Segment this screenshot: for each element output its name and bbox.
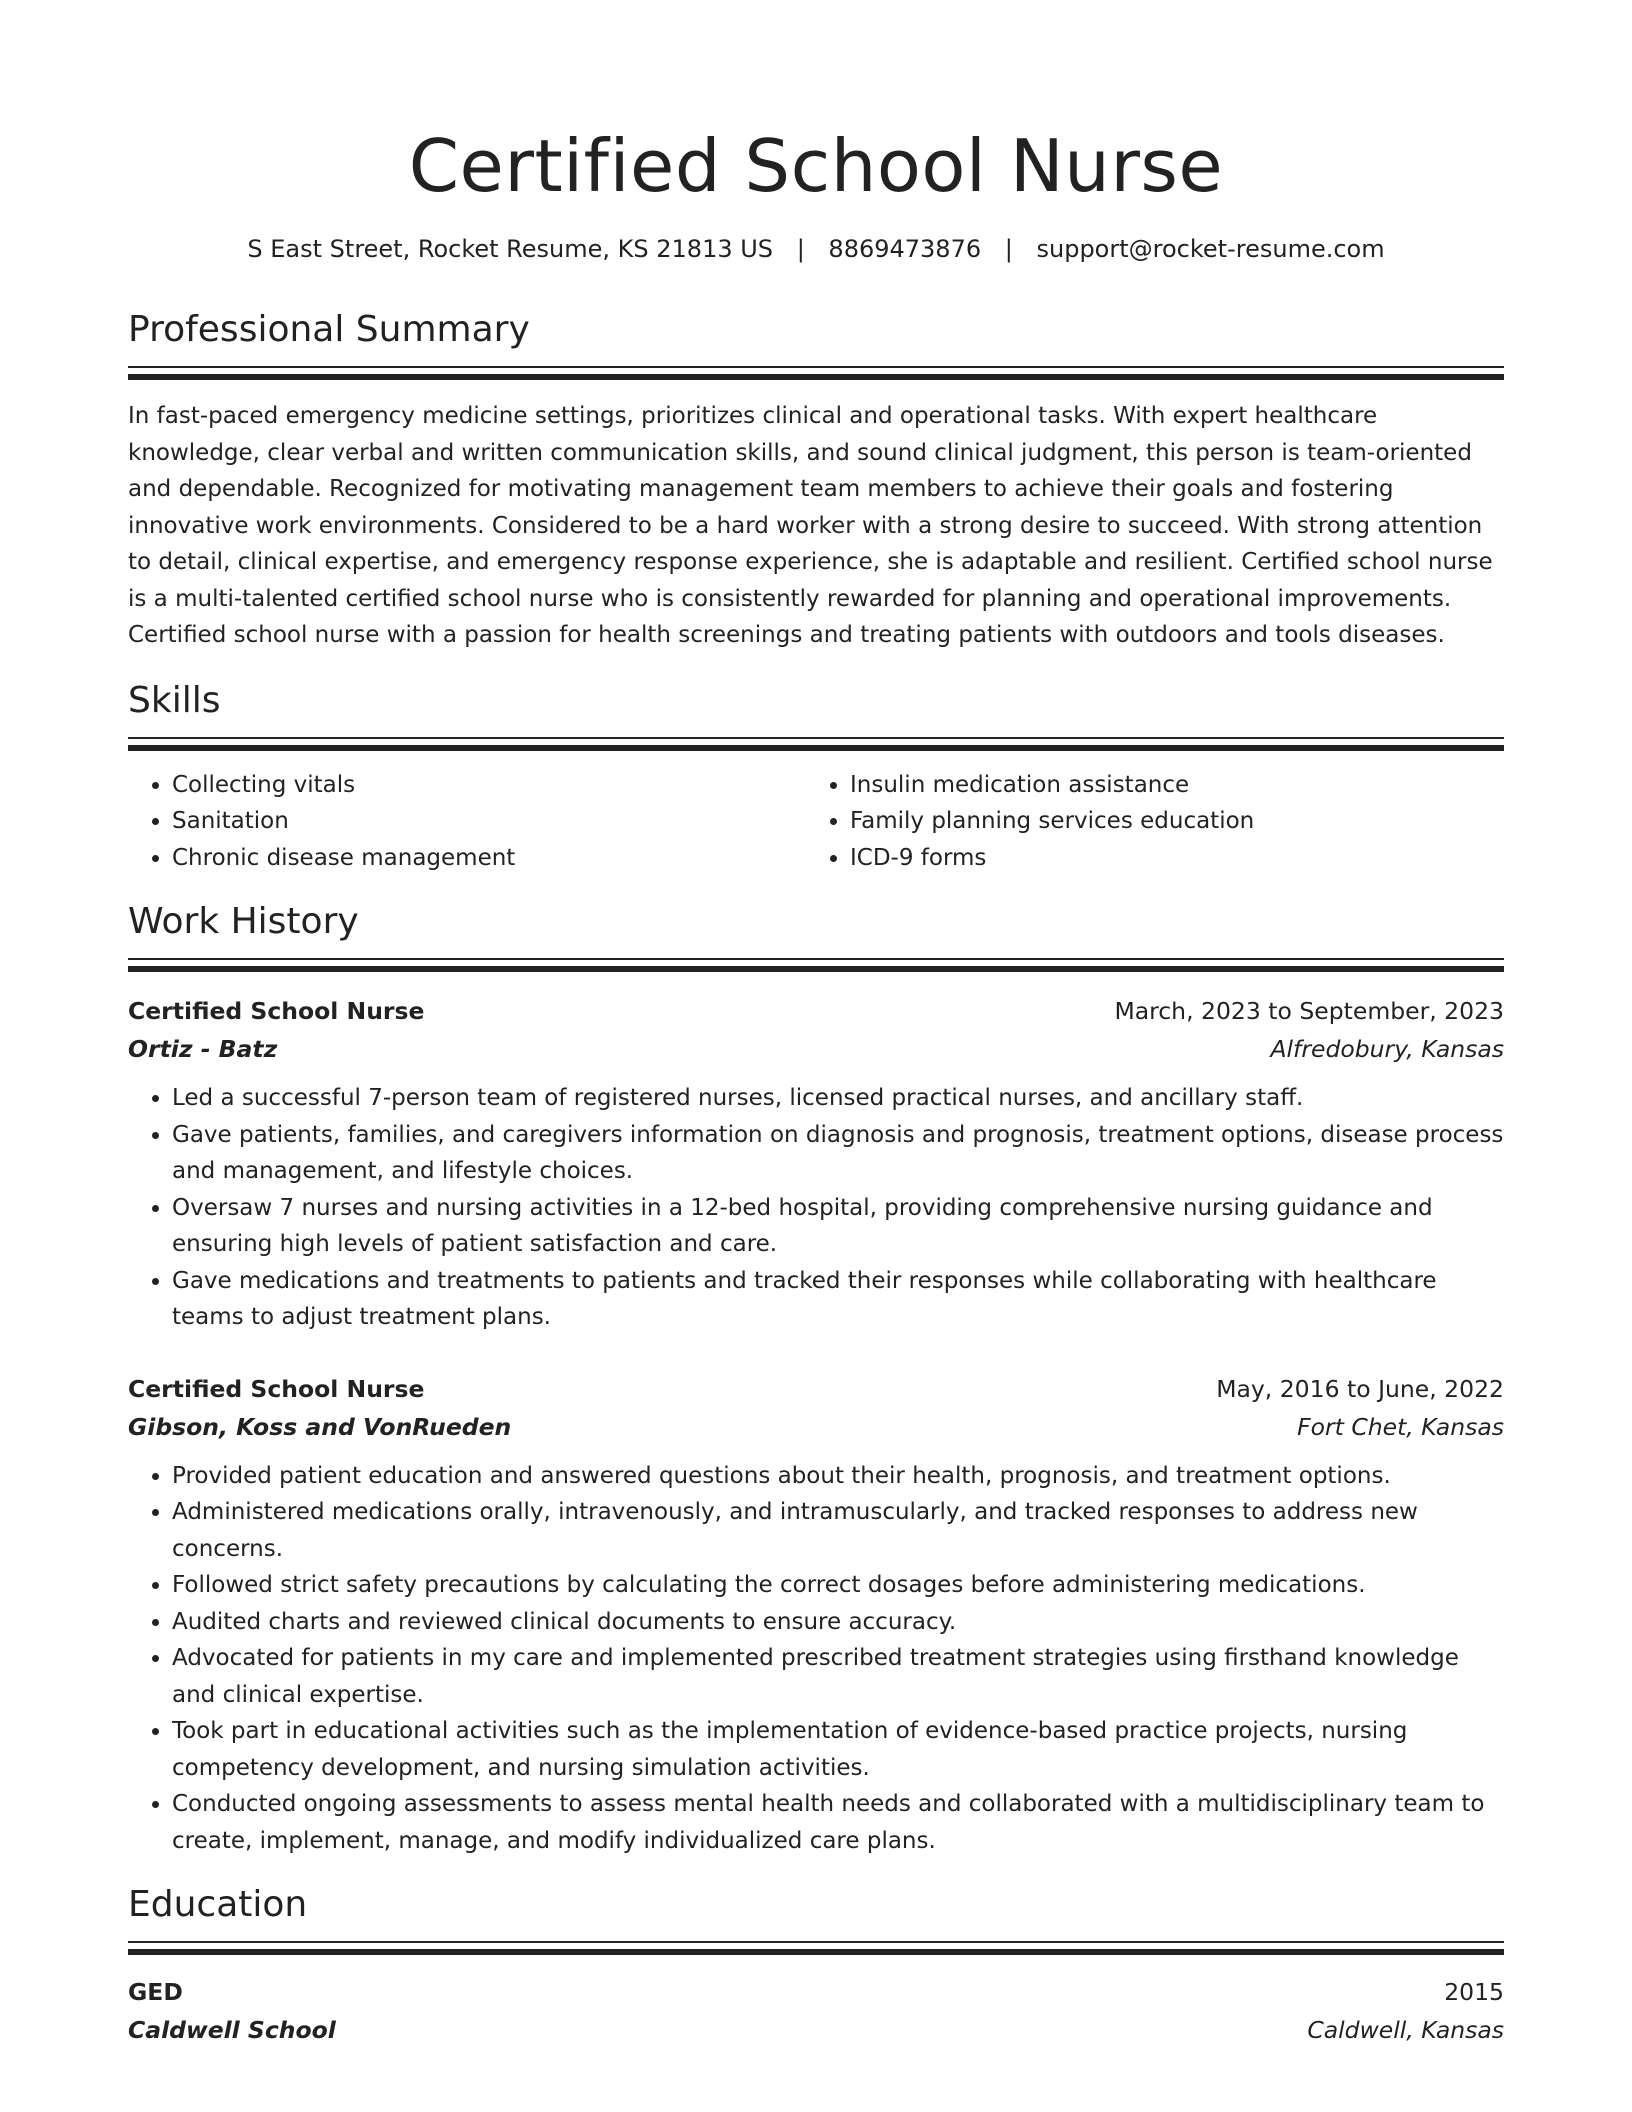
job-company: Ortiz - Batz [128, 1035, 278, 1063]
job-bullets [128, 1080, 1504, 1336]
job-dates: May, 2016 to June, 2022 [1216, 1374, 1504, 1403]
skill-item: • ICD-9 forms [850, 840, 1484, 877]
contact-phone: 8869473876 [828, 235, 982, 263]
job-bullet: • Administered medications orally, intravenously, and intramuscularly, and tracked responses to address new concerns. [172, 1494, 1504, 1567]
job-entry [128, 992, 1504, 1336]
job-bullet: • Advocated for patients in my care and implemented prescribed treatment strategies using firsthand knowledge and clinical expertise. [172, 1640, 1504, 1713]
job-bullet: • Provided patient education and answered questions about their health, prognosis, and treatment options. [172, 1458, 1504, 1495]
section-heading-work: Work History [128, 901, 359, 942]
section-divider [128, 737, 1504, 739]
job-bullet: • Audited charts and reviewed clinical documents to ensure accuracy. [172, 1604, 1504, 1641]
job-company-row [128, 1030, 1504, 1068]
section-divider [128, 1941, 1504, 1943]
job-header-row [128, 1370, 1504, 1408]
job-dates: March, 2023 to September, 2023 [1114, 997, 1504, 1025]
skill-item: • Sanitation [172, 803, 806, 840]
job-header-row [128, 992, 1504, 1030]
contact-line [128, 232, 1504, 266]
summary-text: In fast-paced emergency medicine settings, prioritizes clinical and operational tasks. With expert healthcare knowledge, clear verbal and written communication skills, and sound clinical judgment, this person is team-oriented and dependable. Recognized for motivating management team members to achieve their goals and fostering innovative work environments. Considered to be a hard worker with a strong desire to succeed. With strong attention to detail, clinical expertise, and emergency response experience, she is adaptable and resilient. Certified school nurse is a multi-talented certified school nurse who is consistently rewarded for planning and operational improvements. Certified school nurse with a passion for health screenings and treating patients with outdoors and tools diseases. [128, 403, 1493, 648]
job-title: Certified School Nurse [128, 1374, 425, 1403]
education-entry [128, 1973, 1504, 2049]
contact-email: support@rocket-resume.com [1036, 235, 1385, 263]
skills-section [128, 677, 1504, 877]
job-bullet: • Conducted ongoing assessments to assess mental health needs and collaborated with a multidisciplinary team to create, implement, manage, and modify individualized care plans. [172, 1786, 1504, 1859]
skills-grid [128, 767, 1504, 877]
education-section [128, 1881, 1504, 2049]
skill-item: • Collecting vitals [172, 767, 806, 804]
job-bullet: • Led a successful 7-person team of registered nurses, licensed practical nurses, and ancillary staff. [172, 1080, 1504, 1117]
job-entry [128, 1370, 1504, 1860]
job-location: Alfredobury, Kansas [1270, 1035, 1504, 1063]
section-divider [128, 374, 1504, 380]
skills-list-right [806, 767, 1484, 877]
job-location: Fort Chet, Kansas [1297, 1412, 1504, 1441]
section-divider [128, 745, 1504, 751]
job-bullets [128, 1458, 1504, 1860]
job-bullet: • Oversaw 7 nurses and nursing activities in a 12-bed hospital, providing comprehensive nursing guidance and ensuring high levels of patient satisfaction and care. [172, 1190, 1504, 1263]
skill-item: • Family planning services education [850, 803, 1484, 840]
skills-list-left [128, 767, 806, 877]
section-heading-skills: Skills [128, 679, 221, 721]
section-divider [128, 1949, 1504, 1955]
education-school: Caldwell School [128, 2016, 336, 2044]
contact-separator: | [1004, 235, 1013, 263]
job-bullet: • Followed strict safety precautions by calculating the correct dosages before administering medications. [172, 1567, 1504, 1604]
contact-address: S East Street, Rocket Resume, KS 21813 US [247, 235, 774, 263]
section-divider [128, 366, 1504, 368]
skill-item: • Insulin medication assistance [850, 767, 1484, 804]
section-heading-summary: Professional Summary [128, 309, 530, 350]
job-bullet: • Took part in educational activities such as the implementation of evidence-based practice projects, nursing competency development, and nursing simulation activities. [172, 1713, 1504, 1786]
education-year: 2015 [1444, 1978, 1504, 2006]
section-divider [128, 958, 1504, 960]
skill-item: • Chronic disease management [172, 840, 806, 877]
education-degree: GED [128, 1978, 183, 2006]
resume-name: Certified School Nurse [408, 124, 1224, 208]
contact-separator: | [796, 235, 805, 263]
job-bullet: • Gave medications and treatments to patients and tracked their responses while collaborating with healthcare teams to adjust treatment plans. [172, 1263, 1504, 1336]
education-header-row [128, 1973, 1504, 2011]
job-bullet: • Gave patients, families, and caregivers information on diagnosis and prognosis, treatment options, disease process and management, and lifestyle choices. [172, 1117, 1504, 1190]
job-company: Gibson, Koss and VonRueden [128, 1412, 512, 1441]
job-company-row [128, 1408, 1504, 1446]
education-location: Caldwell, Kansas [1307, 2016, 1504, 2044]
summary-section [128, 306, 1504, 654]
work-history-section [128, 898, 1504, 1859]
job-title: Certified School Nurse [128, 997, 425, 1025]
resume-page [128, 118, 1504, 2049]
education-school-row [128, 2011, 1504, 2049]
section-heading-education: Education [128, 1884, 308, 1925]
section-divider [128, 966, 1504, 972]
